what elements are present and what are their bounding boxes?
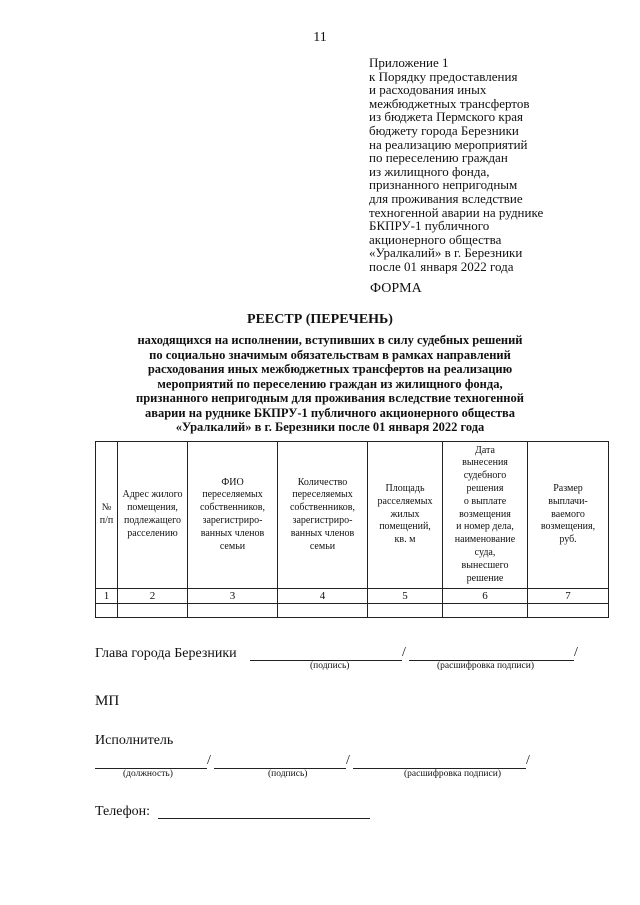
table-cell[interactable] (443, 604, 528, 618)
appendix-line: из жилищного фонда, (369, 163, 490, 179)
table-header-line: жилых (390, 508, 420, 520)
table-header-line: расселению (127, 527, 178, 539)
table-header-cell (443, 442, 528, 589)
appendix-line: БКПРУ-1 публичного (369, 218, 490, 234)
table-header-line: решение (466, 572, 504, 584)
table-header-row (96, 442, 609, 589)
registry-subtitle (90, 333, 570, 435)
table-header-line: № (101, 502, 112, 514)
appendix-line: из бюджета Пермского края (369, 109, 524, 125)
table-header-line: переселяемых (292, 489, 353, 501)
table-header-line: вынесшего (461, 559, 509, 571)
table-cell[interactable] (528, 604, 609, 618)
table-header-line: помещений, (379, 521, 431, 533)
table-header-line: семьи (219, 540, 246, 552)
table-header-line: руб. (559, 534, 577, 546)
appendix-line: по переселению граждан (369, 150, 508, 166)
slash-separator: / (574, 645, 578, 660)
phone-label: Телефон: (95, 804, 151, 819)
registry-subtitle-line: «Уралкалий» в г. Березники после 01 января 2022 года (175, 420, 485, 434)
table-header-line: ваемого (551, 508, 585, 520)
executor-caption-position: (должность) (123, 769, 173, 779)
table-column-number: 5 (368, 589, 443, 604)
slash-separator: / (402, 645, 406, 660)
table-header-cell (118, 442, 188, 589)
executor-caption-signature: (подпись) (268, 769, 308, 779)
table-header-line: о выплате (463, 495, 507, 507)
table-header-line: возмещения (459, 508, 511, 520)
registry-subtitle-line: расходования иных межбюджетных трансфертов на реализацию (147, 362, 513, 376)
table-header-line: суда, (474, 546, 496, 558)
registry-subtitle-line: находящихся на исполнении, вступивших в силу судебных решений (137, 333, 523, 347)
table-header-cell (278, 442, 368, 589)
table-header-cell (368, 442, 443, 589)
table-header-line: решения (466, 483, 504, 494)
table-header-line: и номер дела, (456, 521, 514, 533)
table-header-line: кв. м (394, 534, 416, 546)
appendix-line: «Уралкалий» в г. Березники (369, 245, 523, 261)
table-header-line: семьи (309, 540, 336, 552)
appendix-line: техногенной аварии на руднике (369, 204, 544, 220)
table-header-line: Площадь (385, 483, 425, 494)
table-cell[interactable] (96, 604, 118, 618)
table-column-number: 4 (278, 589, 368, 604)
head-of-city-label: Глава города Березники (95, 646, 237, 661)
table-header-line: ванных членов (290, 527, 355, 539)
appendix-line: на реализацию мероприятий (369, 136, 528, 152)
appendix-line: после 01 января 2022 года (369, 258, 514, 274)
table-header-line: возмещения, (540, 521, 596, 533)
slash-separator: / (346, 753, 350, 768)
table-header-line: зарегистриро- (202, 515, 263, 526)
registry-subtitle-line: по социально значимым обязательствам в рамках направлений (149, 347, 511, 362)
table-column-number-row (96, 589, 609, 604)
table-cell[interactable] (188, 604, 278, 618)
table-header-line: зарегистриро- (292, 515, 353, 526)
appendix-line: межбюджетных трансфертов (369, 95, 530, 111)
table-header-line: собственников, (289, 502, 356, 514)
table-empty-row (96, 604, 609, 618)
slash-separator: / (526, 753, 530, 768)
table-header-cell (528, 442, 609, 589)
head-caption-decoding: (расшифровка подписи) (437, 661, 534, 671)
appendix-line: Приложение 1 (369, 55, 449, 70)
table-cell[interactable] (368, 604, 443, 618)
appendix-block (369, 56, 619, 274)
appendix-line: бюджету города Березники (369, 122, 519, 138)
appendix-line: и расходования иных (369, 82, 487, 98)
table-header-line: вынесения (462, 457, 508, 469)
executor-label: Исполнитель (95, 733, 174, 748)
appendix-line: к Порядку предоставления (369, 68, 518, 84)
table-column-number: 1 (96, 589, 118, 604)
page-number: 11 (313, 30, 327, 45)
registry-subtitle-line: мероприятий по переселению граждан из жилищного фонда, (157, 376, 503, 391)
table-header-line: ФИО (221, 476, 244, 488)
table-header-line: п/п (99, 515, 114, 526)
table-header-line: Размер (553, 483, 583, 494)
table-header-line: Количество (297, 476, 348, 488)
table-header-line: помещения, (127, 502, 178, 514)
table-header-line: Адрес жилого (122, 489, 183, 501)
form-label: ФОРМА (370, 281, 422, 296)
table-column-number: 2 (118, 589, 188, 604)
registry-subtitle-line: аварии на руднике БКПРУ-1 публичного акционерного общества (144, 405, 516, 420)
slash-separator: / (207, 753, 211, 768)
table-header-cell (188, 442, 278, 589)
registry-table (95, 441, 609, 618)
table-header-line: судебного (463, 470, 507, 482)
table-header-line: наименование (454, 534, 516, 546)
table-header-line: расселяемых (377, 495, 433, 507)
mp-label: МП (95, 693, 120, 709)
head-caption-signature: (подпись) (310, 661, 350, 671)
appendix-line: акционерного общества (369, 231, 502, 247)
registry-title: РЕЕСТР (ПЕРЕЧЕНЬ) (247, 312, 393, 327)
table-header-line: подлежащего (124, 515, 181, 526)
appendix-line: для проживания вследствие (369, 190, 523, 206)
table-header-cell (96, 442, 118, 589)
executor-caption-decoding: (расшифровка подписи) (404, 769, 501, 779)
table-column-number: 3 (188, 589, 278, 604)
table-header-line: Дата (475, 444, 495, 456)
table-column-number: 7 (528, 589, 609, 604)
table-cell[interactable] (278, 604, 368, 618)
appendix-line: признанного непригодным (369, 177, 518, 193)
table-header-line: ванных членов (200, 527, 265, 539)
table-header-line: собственников, (199, 502, 266, 514)
table-header-line: выплачи- (548, 495, 588, 507)
phone-line[interactable] (158, 818, 370, 819)
table-cell[interactable] (118, 604, 188, 618)
registry-subtitle-line: признанного непригодным для проживания вследствие техногенной (136, 391, 524, 405)
table-column-number: 6 (443, 589, 528, 604)
table-header-line: переселяемых (202, 489, 263, 501)
